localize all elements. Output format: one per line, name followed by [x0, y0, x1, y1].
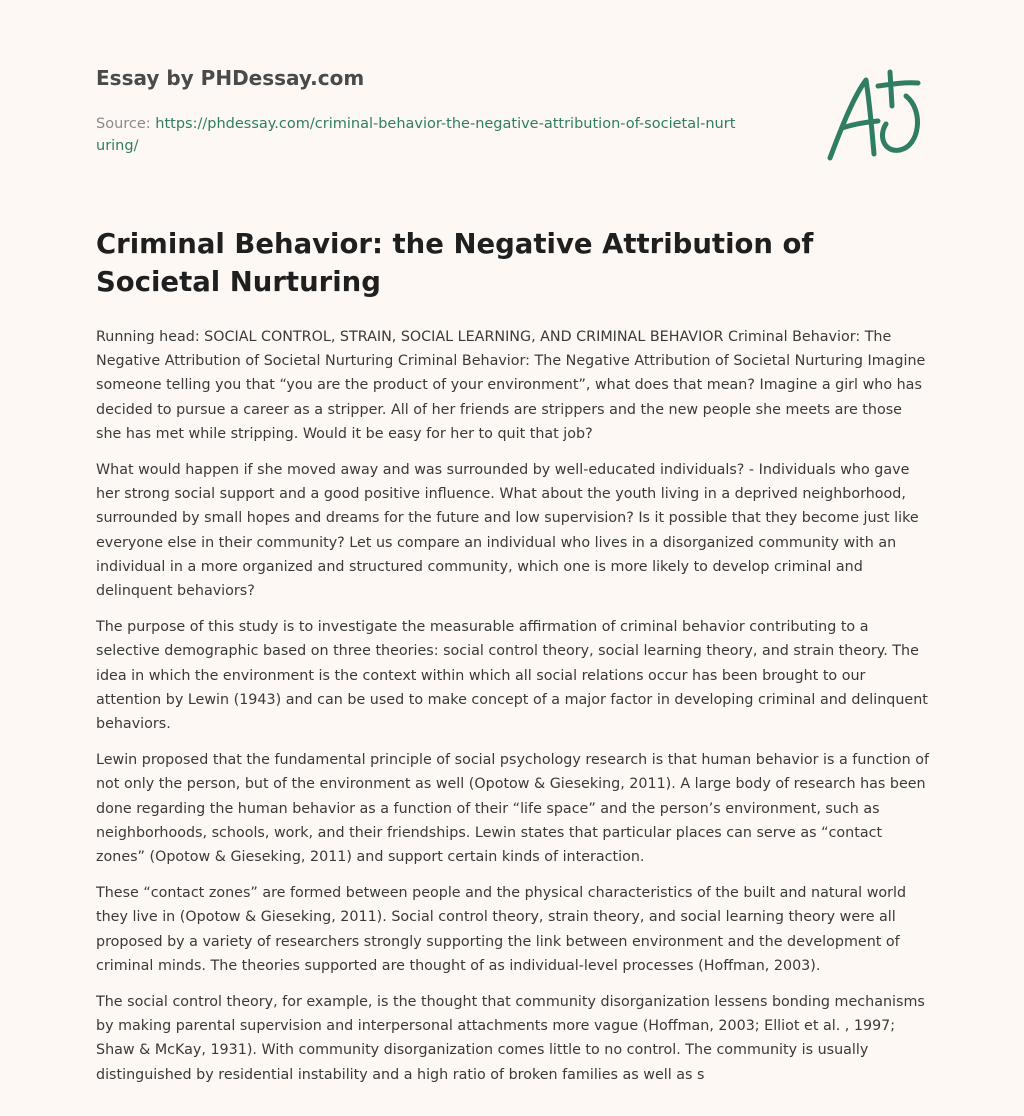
essay-title: Criminal Behavior: the Negative Attribution of Societal Nurturing [96, 228, 814, 298]
source-line [96, 113, 736, 157]
essay-paragraph: Lewin proposed that the fundamental principle of social psychology research is that human behavior is a function of not only the person, but of the environment as well (Opotow & Gieseking, 2011). A large body of research has been done regarding the human behavior as a function of their “life space” and the person’s environment, such as neighborhoods, schools, work, and their friendships. Lewin states that particular places can serve as “contact zones” (Opotow & Gieseking, 2011) and support certain kinds of interaction. [96, 752, 930, 866]
source-link[interactable]: https://phdessay.com/criminal-behavior-the-negative-attribution-of-societal-nurturing/ [96, 116, 736, 154]
essay-paragraph: The purpose of this study is to investigate the measurable affirmation of criminal behavior contributing to a selective demographic based on three theories: social control theory, social learning theory, and strain theory. The idea in which the environment is the context within which all social relations occur has been brought to our attention by Lewin (1943) and can be used to make concept of a major factor in developing criminal and delinquent behaviors. [96, 619, 928, 733]
source-label: Source: [96, 116, 151, 132]
a-plus-logo-icon [820, 66, 930, 166]
essay-paragraph: What would happen if she moved away and was surrounded by well-educated individuals? - Individuals who gave her strong social support and a good positive influence. What about the youth living in a deprived neighborhood, surrounded by small hopes and dreams for the future and low supervision? Is it possible that they become just like everyone else in their community? Let us compare an individual who lives in a disorganized community with an individual in a more organized and structured community, which one is more likely to develop criminal and delinquent behaviors? [96, 462, 919, 600]
essay-paragraph: Running head: SOCIAL CONTROL, STRAIN, SOCIAL LEARNING, AND CRIMINAL BEHAVIOR Criminal Behavior: The Negative Attribution of Societal Nurturing Criminal Behavior: The Negative Attribution of Societal Nurturing Imagine someone telling you that “you are the product of your environment”, what does that mean? Imagine a girl who has decided to pursue a career as a stripper. All of her friends are strippers and the new people she meets are those she has met while stripping. Would it be easy for her to quit that job? [96, 329, 926, 442]
essay-body [96, 325, 930, 1099]
essay-paragraph: These “contact zones” are formed between people and the physical characteristics of the built and natural world they live in (Opotow & Gieseking, 2011). Social control theory, strain theory, and social learning theory were all proposed by a variety of researchers strongly supporting the link between environment and the development of criminal minds. The theories supported are thought of as individual-level processes (Hoffman, 2003). [96, 885, 907, 974]
site-title: Essay by PHDessay.com [96, 66, 365, 90]
essay-paragraph: The social control theory, for example, is the thought that community disorganization lessens bonding mechanisms by making parental supervision and interpersonal attachments more vague (Hoffman, 2003; Elliot et al. , 1997; Shaw & McKay, 1931). With community disorganization comes little to no control. The community is usually distinguished by residential instability and a high ratio of broken families as well as s [96, 994, 925, 1083]
